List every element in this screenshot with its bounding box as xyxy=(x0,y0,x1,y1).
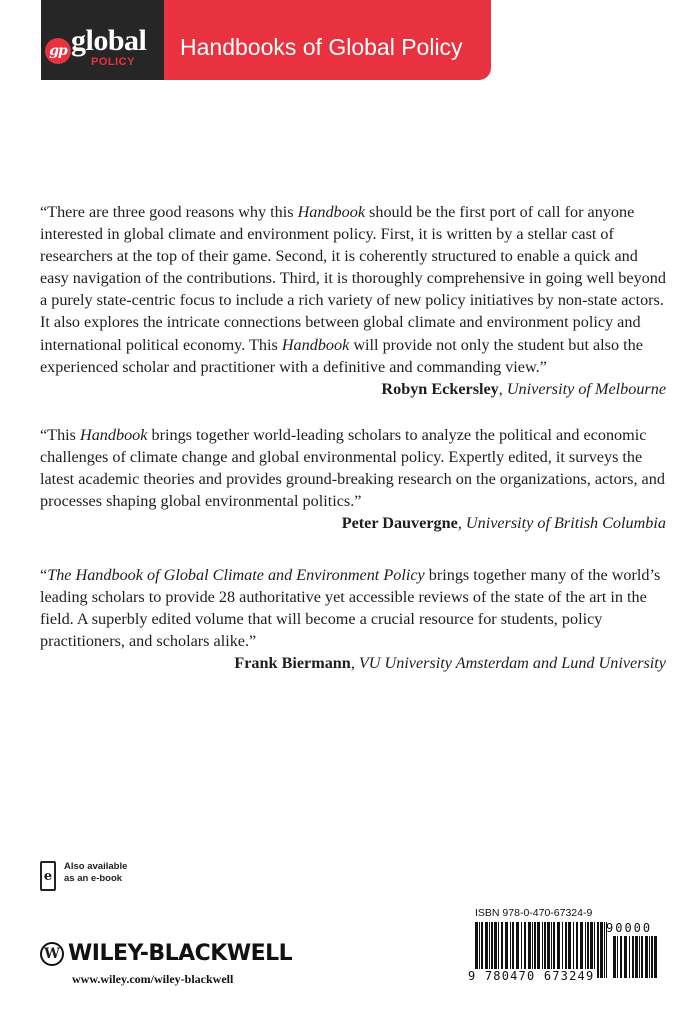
quote-segment: will provide not only the student but also the experienced scholar and practitioner with a definitive and commanding view.” xyxy=(40,335,643,376)
series-banner xyxy=(164,0,491,80)
series-title: Handbooks of Global Policy xyxy=(180,34,463,60)
quote-text xyxy=(40,564,666,652)
ebook-line-2: as an e-book xyxy=(64,873,123,884)
publisher-name: WILEY-BLACKWELL xyxy=(68,941,293,966)
barcode-addon-bars xyxy=(613,936,658,978)
quote-italic-segment: The Handbook of Global Climate and Environment Policy xyxy=(47,566,425,584)
quote-segment: “ xyxy=(40,566,48,584)
quote-author: Peter Dauvergne xyxy=(341,514,458,533)
quote-author: Robyn Eckersley xyxy=(381,379,499,398)
endorsement-quote-2 xyxy=(40,424,666,534)
quote-author: Frank Biermann xyxy=(234,654,351,673)
quote-text xyxy=(40,201,666,378)
quote-attribution: Robyn Eckersley, University of Melbourne xyxy=(381,379,666,398)
quote-segment: brings together many of the world’s leading scholars to provide 28 authoritative yet accessible reviews of the state of the art in the field. A superbly edited volume that will become a crucial resource for students, policy practitioners, and scholars alike.” xyxy=(40,566,661,651)
quote-text xyxy=(40,424,666,512)
isbn-barcode xyxy=(466,907,660,990)
isbn-text: ISBN 978-0-470-67324-9 xyxy=(475,907,593,919)
ebook-line-1: Also available xyxy=(64,861,128,872)
logo-subword: POLICY xyxy=(91,56,135,68)
gp-logo-mark: gp xyxy=(45,38,71,64)
barcode-digits: 9 780470 673249 xyxy=(468,969,595,983)
header-banner xyxy=(41,0,491,80)
endorsement-quote-1 xyxy=(40,201,666,400)
ebook-notice xyxy=(40,861,127,891)
quote-italic-segment: Handbook xyxy=(281,335,350,354)
quote-italic-segment: Handbook xyxy=(80,426,148,444)
quote-segment: should be the first port of call for anyone interested in global climate and environment policy. First, it is written by a stellar cast of researchers at the top of their game. Second, it is coherently structured to enable a quick and easy navigation of the contributions. Third, it is thoroughly comprehensive in going well beyond a purely state-centric focus to include a rich variety of new policy initiatives by non-state actors. It also explores the intricate connections between global climate and environment policy and international political economy. This xyxy=(40,203,666,354)
endorsement-quote-3 xyxy=(40,564,666,674)
quote-italic-segment: Handbook xyxy=(297,203,365,221)
barcode-addon-digits: 90000 xyxy=(606,921,653,935)
quote-attribution: Peter Dauvergne, University of British Columbia xyxy=(341,514,666,533)
global-policy-logo xyxy=(41,0,164,80)
e-book-icon: e xyxy=(40,861,56,891)
ebook-text xyxy=(64,861,127,885)
quote-segment: brings together world-leading scholars to analyze the political and economic challenges of climate change and global environmental policy. Expertly edited, it surveys the latest academic theories and provides ground-breaking research on the organizations, actors, and processes shaping global environmental politics.” xyxy=(40,426,665,511)
publisher-url: www.wiley.com/wiley-blackwell xyxy=(72,972,234,986)
publisher-block xyxy=(40,941,292,987)
quote-affiliation: University of British Columbia xyxy=(465,514,666,533)
quote-affiliation: VU University Amsterdam and Lund University xyxy=(358,654,666,673)
quote-segment: “There are three good reasons why this xyxy=(40,203,298,221)
wiley-logo-icon: W xyxy=(40,942,64,966)
quote-attribution: Frank Biermann, VU University Amsterdam and Lund University xyxy=(234,654,666,673)
quote-segment: “This xyxy=(40,426,81,444)
logo-word: global xyxy=(71,24,147,57)
quote-affiliation: University of Melbourne xyxy=(506,379,666,398)
